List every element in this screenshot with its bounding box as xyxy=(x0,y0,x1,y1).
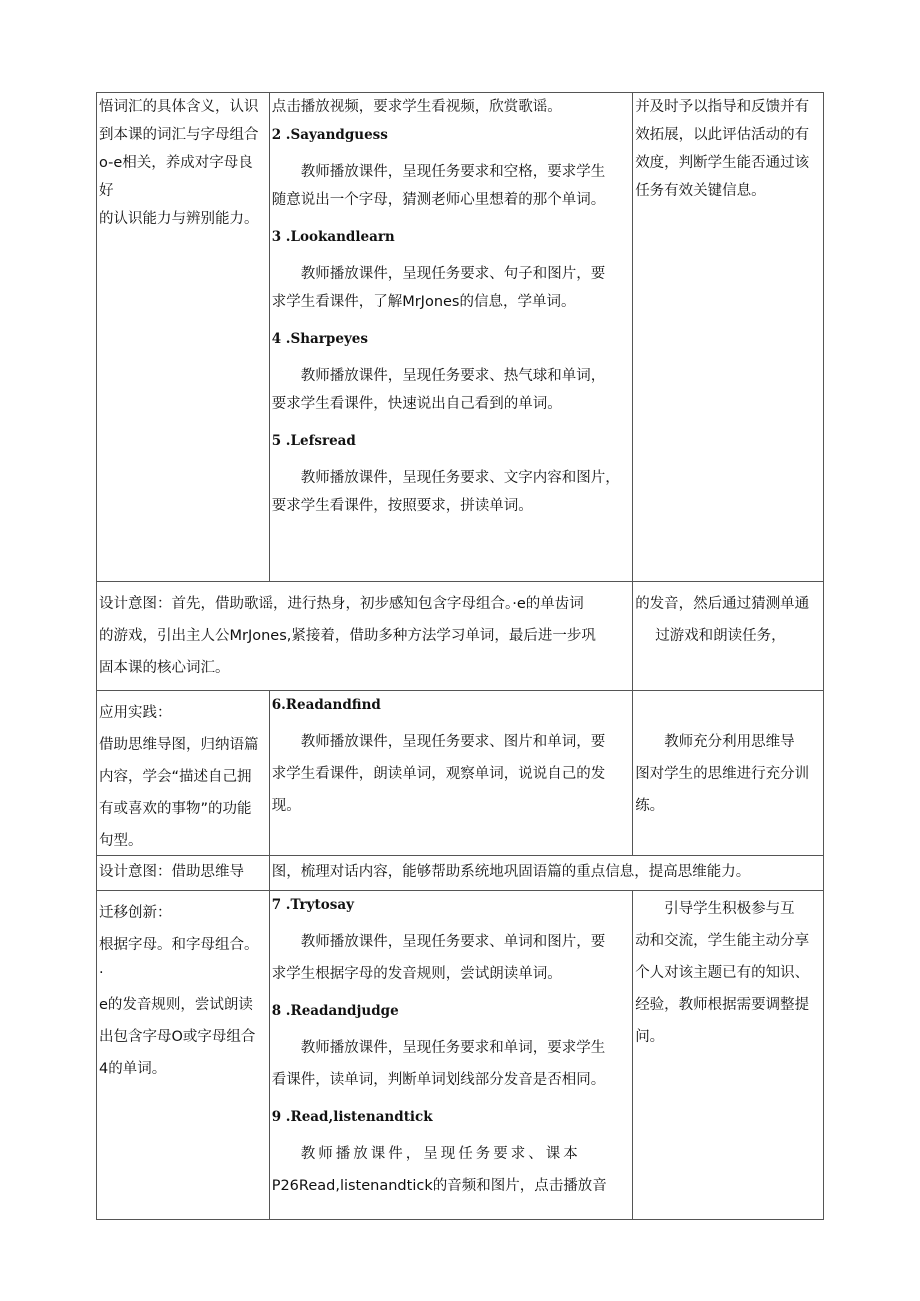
cell-line: 到本课的词汇与字母组合 xyxy=(99,127,259,143)
cell-line: 教师播放课件，呈现任务要求、单词和图片，要 xyxy=(300,934,606,950)
cell-line: 的认识能力与辨别能力。 xyxy=(99,211,259,227)
cell-line: 个人对该主题已有的知识、 xyxy=(635,965,810,981)
evaluation-cell xyxy=(633,891,824,1220)
activity-cell xyxy=(269,691,632,856)
cell-line: 看课件，读单词，判断单词划线部分发音是否相同。 xyxy=(271,1072,606,1088)
cell-line: 要求学生看课件，按照要求，拼读单词。 xyxy=(271,498,533,514)
cell-line: 教师播放课件，呈现任务要求、课本 xyxy=(300,1146,581,1162)
cell-line: 现。 xyxy=(271,798,301,814)
cell-line: 问。 xyxy=(635,1029,665,1045)
cell-line: 悟词汇的具体含义，认识 xyxy=(99,99,259,115)
objective-cell xyxy=(97,93,270,582)
activity-cell xyxy=(269,93,632,582)
cell-line: 迁移创新： xyxy=(99,905,172,921)
cell-line: 任务有效关键信息。 xyxy=(635,183,766,199)
cell-line: 教师播放课件，呈现任务要求、句子和图片，要 xyxy=(300,266,606,282)
cell-line: 图对学生的思维进行充分训 xyxy=(635,766,810,782)
cell-line: 求学生根据字母的发音规则，尝试朗读单词。 xyxy=(271,966,562,982)
lesson-plan-table xyxy=(96,92,824,1220)
cell-line: 效度，判断学生能否通过该 xyxy=(635,155,810,171)
cell-line: 内容，学会“描述自己拥 xyxy=(99,769,252,785)
cell-line: 4的单词。 xyxy=(99,1061,167,1077)
step-title: 5 .Lefsread xyxy=(271,433,356,449)
cell-line: 点击播放视频，要求学生看视频，欣赏歌谣。 xyxy=(271,99,562,115)
cell-line: 求学生看课件，了解MrJones的信息，学单词。 xyxy=(271,294,576,310)
cell-line: 教师播放课件，呈现任务要求、文字内容和图片， xyxy=(300,470,620,486)
cell-line: o-e相关，养成对字母良好 xyxy=(99,155,253,199)
cell-line: 有或喜欢的事物”的功能 xyxy=(99,801,252,817)
cell-line: 动和交流，学生能主动分享 xyxy=(635,933,810,949)
design-intent-text: 图，梳理对话内容，能够帮助系统地巩固语篇的重点信息，提高思维能力。 xyxy=(271,864,751,880)
step-title: 2 .Sayandguess xyxy=(271,127,388,143)
cell-line: 引导学生积极参与互 xyxy=(664,901,795,917)
step-title: 7 .Trytosay xyxy=(271,897,354,913)
cell-line: 出包含字母O或字母组合 xyxy=(99,1029,256,1045)
step-title: 6.Readandfind xyxy=(271,697,381,713)
cell-line: 效拓展，以此评估活动的有 xyxy=(635,127,810,143)
cell-line: 的游戏，引出主人公MrJones,紧接着，借助多种方法学习单词，最后进一步巩 xyxy=(99,628,596,644)
table-row xyxy=(97,582,824,691)
design-intent-cell xyxy=(97,856,270,891)
cell-line: 练。 xyxy=(635,798,665,814)
cell-line: 随意说出一个字母，猜测老师心里想着的那个单词。 xyxy=(271,192,606,208)
step-title: 9 .Read,listenandtick xyxy=(271,1109,433,1125)
evaluation-cell xyxy=(633,93,824,582)
cell-line: 要求学生看课件，快速说出自己看到的单词。 xyxy=(271,396,562,412)
cell-line: 借助思维导图，归纳语篇 xyxy=(99,737,259,753)
cell-line: 根据字母。和字母组合。 · xyxy=(99,937,259,981)
cell-line: 求学生看课件，朗读单词，观察单词，说说自己的发 xyxy=(271,766,606,782)
design-intent-cell xyxy=(97,582,633,691)
cell-line: 并及时予以指导和反馈并有 xyxy=(635,99,810,115)
evaluation-cell xyxy=(633,691,824,856)
cell-line: e的发音规则，尝试朗读 xyxy=(99,997,253,1013)
cell-line: P26Read,listenandtick的音频和图片，点击播放音 xyxy=(271,1178,607,1194)
cell-line: 教师播放课件，呈现任务要求和空格，要求学生 xyxy=(300,164,606,180)
activity-cell xyxy=(269,891,632,1220)
cell-line: 句型。 xyxy=(99,833,143,849)
cell-line: 过游戏和朗读任务， xyxy=(655,628,786,644)
table-row xyxy=(97,856,824,891)
table-row xyxy=(97,93,824,582)
cell-line: 经验，教师根据需要调整提 xyxy=(635,997,810,1013)
step-title: 4 .Sharpeyes xyxy=(271,331,368,347)
cell-line: 教师充分利用思维导 xyxy=(664,734,795,750)
cell-line: 教师播放课件，呈现任务要求和单词，要求学生 xyxy=(300,1040,606,1056)
design-intent-continuation-cell xyxy=(633,582,824,691)
step-title: 8 .Readandjudge xyxy=(271,1003,399,1019)
design-intent-continuation-cell xyxy=(269,856,823,891)
cell-line: 教师播放课件，呈现任务要求、图片和单词，要 xyxy=(300,734,606,750)
cell-line: 应用实践： xyxy=(99,705,172,721)
cell-line: 固本课的核心词汇。 xyxy=(99,660,230,676)
table-row xyxy=(97,891,824,1220)
objective-cell xyxy=(97,691,270,856)
cell-line: 设计意图：首先，借助歌谣，进行热身，初步感知包含字母组合。·e的单齿词 xyxy=(99,596,584,612)
objective-cell xyxy=(97,891,270,1220)
step-title: 3 .Lookandlearn xyxy=(271,229,395,245)
cell-line: 教师播放课件，呈现任务要求、热气球和单词， xyxy=(300,368,606,384)
table-row xyxy=(97,691,824,856)
cell-line: 的发音，然后通过猜测单通 xyxy=(635,596,810,612)
design-intent-label: 设计意图：借助思维导 xyxy=(99,864,244,880)
